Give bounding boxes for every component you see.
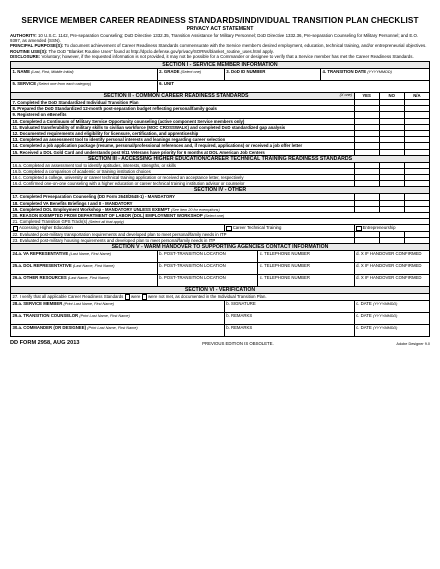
item-13: 13. Completed an assessment tool to identify personal interests and leanings regarding career selection: [11, 137, 355, 143]
transition-date-field[interactable]: 4. TRANSITION DATE (YYYYMMDD): [321, 69, 430, 81]
item-18: 18. Completed VA Benefits Briefings I and II - MANDATORY: [11, 200, 355, 206]
form-footer: [10, 340, 430, 346]
va-handover-check[interactable]: d. X IF HANDOVER CONFIRMED: [354, 251, 429, 263]
commander-date[interactable]: c. DATE (YYYYMMDD): [354, 324, 429, 336]
na-header: N/A: [404, 93, 429, 100]
no-header: NO: [379, 93, 404, 100]
commander-remarks[interactable]: b. REMARKS: [224, 324, 354, 336]
commander-field[interactable]: 30.a. COMMANDER (OR DESIGNEE) (Print Last Name, First Name): [11, 324, 225, 336]
section-1-heading: SECTION I - SERVICE MEMBER INFORMATION: [11, 62, 430, 69]
section-5-heading: SECTION V - WARM HANDOVER TO SUPPORTING AGENCIES CONTACT INFORMATION: [11, 244, 430, 251]
item-17: 17. Completed Preseparation Counseling (DD Form 2648/2648-1) - MANDATORY: [11, 194, 355, 200]
item-12: 12. Documented requirements and eligibility for licensure, certification, and apprenticeship: [11, 130, 355, 136]
item-16b: 16.b. Completed a comparison of academic or training institution choices: [11, 168, 355, 174]
privacy-statement: [10, 33, 430, 59]
item-14: 14. Completed a job application package (resume, personal/professional references and, if required, applications) or received a job offer letter: [11, 143, 355, 149]
privacy-heading: PRIVACY ACT STATEMENT: [186, 26, 254, 32]
authority-text: 10 U.S.C. 1142, Pre-separation Counseling; DoD Directive 1332.35, Transition Assistance for Military Personnel; DoD Directive 1332.36, Pre-separation Counseling for Military Personnel; and E.O. 9397, as amended (SSN).: [10, 33, 419, 44]
designer-note: Adobe Designer 9.0: [396, 341, 430, 346]
other-resources-field[interactable]: 26.a. OTHER RESOURCES (Last Name, First Name): [11, 275, 158, 287]
item-8: 8. Prepared the DoD Standardized 12-month post-separation budget reflecting personal/family goals: [11, 106, 355, 112]
disclosure-label: DISCLOSURE:: [10, 53, 41, 59]
name-field[interactable]: 1. NAME (Last, First, Middle Initial): [11, 69, 158, 81]
section-3-heading: SECTION III - ACCESSING HIGHER EDUCATION/CAREER TECHNICAL TRAINING READINESS STANDARDS: [11, 155, 430, 162]
item-19: 19. Completed DOL Employment Workshop - MANDATORY UNLESS EXEMPT (See item 20 for exemptions): [11, 206, 355, 212]
were-checkbox[interactable]: [125, 294, 131, 300]
authority-label: AUTHORITY:: [10, 33, 37, 38]
dol-location-field[interactable]: b. POST-TRANSITION LOCATION: [157, 263, 258, 275]
counselor-remarks[interactable]: b. REMARKS: [224, 312, 354, 324]
purpose-label: PRINCIPAL PURPOSE(S):: [10, 43, 64, 49]
item-20[interactable]: 20. REASON EXEMPTED FROM DEPARTMENT OF LABOR (DOL) EMPLOYMENT WORKSHOP (Select one): [11, 213, 430, 219]
obsolete-note: PREVIOUS EDITION IS OBSOLETE.: [202, 340, 274, 346]
were-not-checkbox[interactable]: [142, 294, 148, 300]
dol-handover-check[interactable]: d. X IF HANDOVER CONFIRMED: [354, 263, 429, 275]
purpose-text: To document achievement of Career Readiness Standards commensurate with the Service member's desired employment, education, technical training, and/or entrepreneurial objectives.: [64, 43, 427, 49]
disclosure-text: Voluntary; however, if the requested information is not provided, it may not be possible for a Commander or designee to verify that a Service member has met the Career Readiness Standards.: [41, 53, 414, 59]
item-23: 23. Evaluated post-military housing requirements and developed plan to meet personal/family needs in ITP: [11, 238, 355, 244]
checkbox[interactable]: [13, 226, 19, 232]
track-career-tech[interactable]: Career Technical Training: [224, 225, 354, 232]
item-16d: 16.d. Confirmed one-on-one counseling with a higher education or career technical training institution advisor or counselor: [11, 181, 355, 187]
item-7: 7. Completed the DoD Standardized Individual Transition Plan: [11, 100, 355, 106]
other-phone-field[interactable]: c. TELEPHONE NUMBER: [258, 275, 354, 287]
item-22: 22. Evaluated post-military transportation requirements and developed plan to meet personal/family needs in ITP: [11, 232, 355, 238]
dol-phone-field[interactable]: c. TELEPHONE NUMBER: [258, 263, 354, 275]
counselor-date[interactable]: c. DATE (YYYYMMDD): [354, 312, 429, 324]
item-9: 9. Registered on eBenefits: [11, 112, 355, 118]
item-16c: 16.c. Completed a college, university or career technical training application or received an acceptance letter, respectively: [11, 175, 355, 181]
grade-field[interactable]: 2. GRADE (Select one): [157, 69, 224, 81]
section-2-heading: SECTION II - COMMON CAREER READINESS STANDARDS (X one): [11, 93, 355, 100]
form-page: [10, 0, 430, 346]
form-table: [10, 61, 430, 337]
item-15: 15. Received a DOL Gold Card and understands post 9/11 Veterans have priority for 6 months at DOL American Job Centers: [11, 149, 355, 155]
item-21-label: 21. Completed Transition GPS Track(s) (Select all that apply): [11, 219, 430, 225]
va-rep-field[interactable]: 24.a. VA REPRESENTATIVE (Last Name, First Name): [11, 251, 158, 263]
service-member-signature[interactable]: b. SIGNATURE: [224, 300, 354, 312]
item-16a: 16.a. Completed an assessment tool to identify aptitudes, interests, strengths, or skills: [11, 162, 355, 168]
item-10: 10. Completed a Continuum of Military Service Opportunity counseling (active component Service members only): [11, 118, 355, 124]
section-6-heading: SECTION VI - VERIFICATION: [11, 287, 430, 294]
service-field[interactable]: 5. SERVICE (Select one from each category): [11, 81, 158, 93]
checkbox[interactable]: [356, 226, 362, 232]
dol-rep-field[interactable]: 25.a. DOL REPRESENTATIVE (Last Name, First Name): [11, 263, 158, 275]
checkbox[interactable]: [226, 226, 232, 232]
section-4-heading: SECTION IV - OTHER: [11, 187, 430, 194]
dodid-field[interactable]: 3. DoD ID NUMBER: [224, 69, 320, 81]
routine-text: The DoD "Blanket Routine Uses" found at http://dpclo.defense.gov/privacy/SORNs/blanket_routine_uses.html apply.: [48, 48, 274, 54]
track-higher-ed[interactable]: Accessing Higher Education: [11, 225, 225, 232]
track-entrepreneurship[interactable]: Entrepreneurship: [354, 225, 429, 232]
transition-counselor-field[interactable]: 29.a. TRANSITION COUNSELOR (Print Last Name, First Name): [11, 312, 225, 324]
service-member-field[interactable]: 28.a. SERVICE MEMBER (Print Last Name, First Name): [11, 300, 225, 312]
form-title: SERVICE MEMBER CAREER READINESS STANDARDS/INDIVIDUAL TRANSITION PLAN CHECKLIST: [21, 16, 419, 25]
routine-label: ROUTINE USE(S):: [10, 48, 48, 54]
other-location-field[interactable]: b. POST-TRANSITION LOCATION: [157, 275, 258, 287]
yes-header: YES: [354, 93, 379, 100]
service-member-date[interactable]: c. DATE (YYYYMMDD): [354, 300, 429, 312]
unit-field[interactable]: 6. UNIT: [157, 81, 429, 93]
va-phone-field[interactable]: c. TELEPHONE NUMBER: [258, 251, 354, 263]
item-27: 27. I verify that all applicable Career Readiness Standards were were not met, as documented in the Individual Transition Plan.: [11, 294, 430, 301]
form-number: DD FORM 2958, AUG 2013: [10, 339, 80, 346]
va-location-field[interactable]: b. POST-TRANSITION LOCATION: [157, 251, 258, 263]
other-handover-check[interactable]: d. X IF HANDOVER CONFIRMED: [354, 275, 429, 287]
item-11: 11. Evaluated transferability of military skills to civilian workforce (MOC CROSSWALK) and completed DoD standardized gap analysis: [11, 124, 355, 130]
